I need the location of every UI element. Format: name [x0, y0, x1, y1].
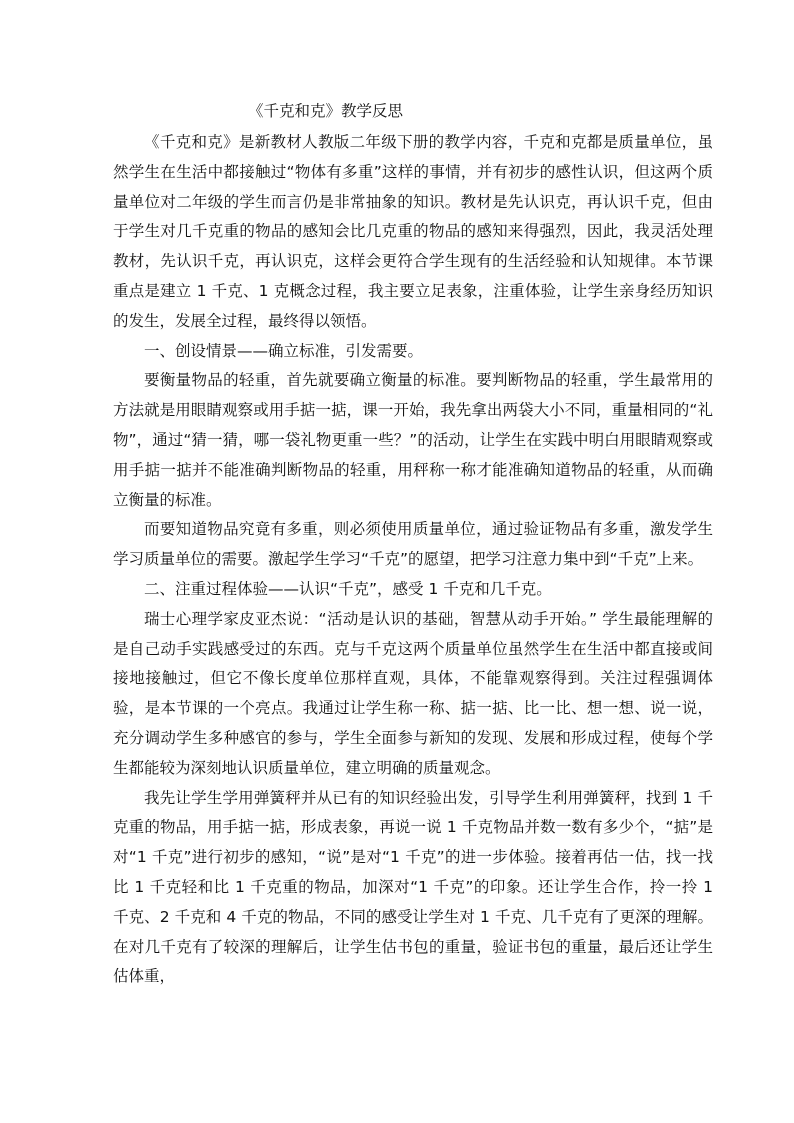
section-heading-1: 一、创设情景——确立标准，引发需要。 [144, 341, 424, 360]
paragraph-intro: 《千克和克》是新教材人教版二年级下册的教学内容，千克和克都是质量单位，虽然学生在生活中都接触过“物体有多重”这样的事情，并有初步的感性认识，但这两个质量单位对二年级的学生而言仍是非常抽象的知识。教材是先认识克，再认识千克，但由于学生对几千克重的物品的感知会比几克重的物品的感知来得强烈，因此，我灵活处理教材，先认识千克，再认识克，这样会更符合学生现有的生活经验和认知规律。本节课重点是建立 1 千克、1 克概念过程，我主要立足表象，注重体验，让学生亲身经历知识的发生，发展全过程，最终得以领悟。 [113, 133, 713, 330]
paragraph-section2-b: 我先让学生学用弹簧秤并从已有的知识经验出发，引导学生利用弹簧秤，找到 1 千克重的物品，用手掂一掂，形成表象，再说一说 1 千克物品并数一数有多少个，“掂”是对“1 千克”进行初步的感知，“说”是对“1 千克”的进一步体验。接着再估一估，找一找比 1 千克轻和比 1 千克重的物品，加深对“1 千克”的印象。还让学生合作，拎一拎 1 千克、2 千克和 4 千克的物品，不同的感受让学生对 1 千克、几千克有了更深的理解。在对几千克有了较深的理解后，让学生估书包的重量，验证书包的重量，最后还让学生估体重， [113, 788, 713, 986]
paragraph-section1-a: 要衡量物品的轻重，首先就要确立衡量的标准。要判断物品的轻重，学生最常用的方法就是用眼睛观察或用手掂一掂，课一开始，我先拿出两袋大小不同，重量相同的“礼物”，通过“猜一猜，哪一袋礼物更重一些？”的活动，让学生在实践中明白用眼睛观察或用手掂一掂并不能准确判断物品的轻重，用秤称一称才能准确知道物品的轻重，从而确立衡量的标准。 [113, 371, 713, 509]
paragraph-section1-b: 而要知道物品究竟有多重，则必须使用质量单位，通过验证物品有多重，激发学生学习质量单位的需要。激起学生学习“千克”的愿望，把学习注意力集中到“千克”上来。 [113, 520, 713, 569]
document-body [113, 128, 713, 992]
paragraph-section2-a: 瑞士心理学家皮亚杰说：“活动是认识的基础，智慧从动手开始。” 学生最能理解的是自己动手实践感受过的东西。克与千克这两个质量单位虽然学生在生活中都直接或间接地接触过，但它不像长度单位那样直观，具体，不能靠观察得到。关注过程强调体验，是本节课的一个亮点。我通过让学生称一称、掂一掂、比一比、想一想、说一说，充分调动学生多种感官的参与，学生全面参与新知的发现、发展和形成过程，使每个学生都能较为深刻地认识质量单位，建立明确的质量观念。 [113, 609, 713, 777]
document-title: 《千克和克》教学反思 [248, 102, 404, 120]
section-heading-2: 二、注重过程体验——认识“千克”，感受 1 千克和几千克。 [144, 579, 552, 598]
